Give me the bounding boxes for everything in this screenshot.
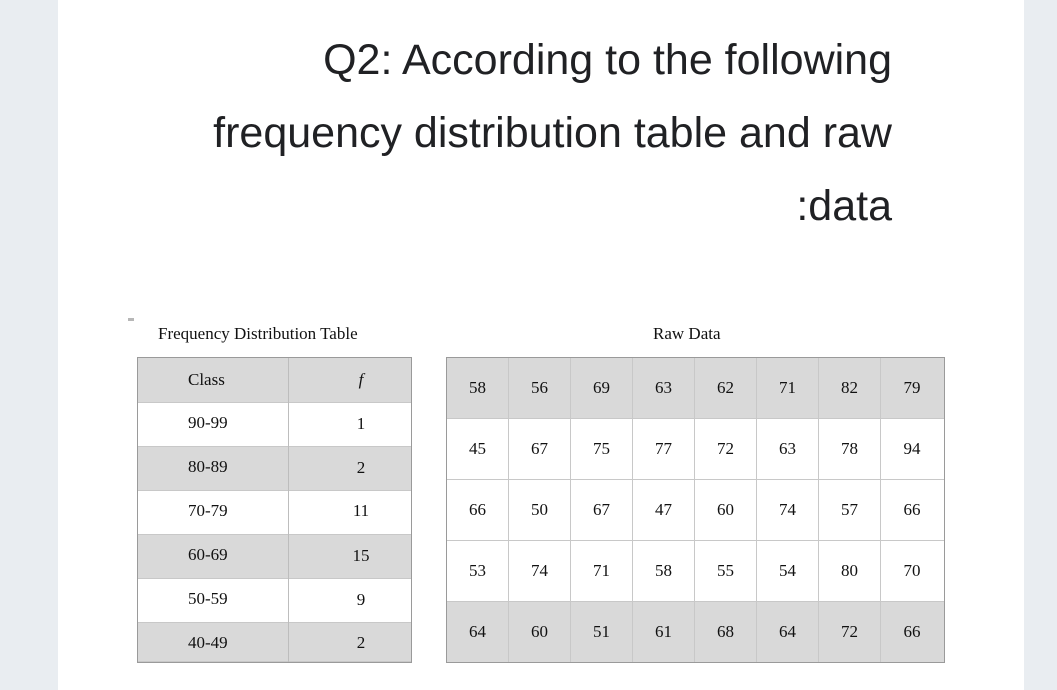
raw-value: 82: [819, 358, 881, 418]
raw-value: 63: [633, 358, 695, 418]
raw-value: 67: [571, 480, 633, 540]
raw-value: 77: [633, 419, 695, 479]
class-header: Class: [188, 370, 225, 389]
table-header-row: [138, 358, 411, 403]
column-divider: [288, 358, 289, 662]
raw-value: 72: [695, 419, 757, 479]
raw-value: 80: [819, 541, 881, 601]
table-row: [447, 480, 944, 541]
frequency-value: 1: [356, 414, 366, 433]
frequency-table-title: Frequency Distribution Table: [158, 324, 358, 343]
frequency-value: 15: [352, 546, 370, 565]
frequency-value: 2: [356, 633, 366, 652]
raw-value: 60: [695, 480, 757, 540]
table-row: [138, 491, 411, 535]
raw-value: 50: [509, 480, 571, 540]
raw-value: 62: [695, 358, 757, 418]
raw-value: 66: [447, 480, 509, 540]
frequency-value: 9: [356, 590, 366, 609]
frequency-header: f: [358, 370, 364, 389]
question-text: [100, 24, 892, 243]
raw-value: 78: [819, 419, 881, 479]
frequency-value: 2: [356, 458, 366, 477]
class-interval: 60-69: [188, 545, 228, 564]
raw-value: 94: [903, 439, 921, 458]
raw-value: 51: [571, 602, 633, 662]
table-row: [447, 419, 944, 480]
raw-value: 75: [571, 419, 633, 479]
class-interval: 80-89: [188, 457, 228, 476]
class-interval: 70-79: [188, 501, 228, 520]
raw-value: 53: [447, 541, 509, 601]
raw-value: 60: [509, 602, 571, 662]
raw-value: 58: [447, 358, 509, 418]
table-row: [138, 447, 411, 491]
raw-value: 61: [633, 602, 695, 662]
question-line: Q2: According to the following: [323, 36, 892, 84]
raw-value: 58: [633, 541, 695, 601]
raw-value: 68: [695, 602, 757, 662]
raw-value: 66: [903, 622, 921, 641]
raw-value: 45: [447, 419, 509, 479]
table-row: [138, 535, 411, 579]
frequency-value: 11: [352, 501, 370, 520]
table-row: [138, 623, 411, 662]
raw-value: 55: [695, 541, 757, 601]
raw-value: 79: [903, 378, 921, 397]
raw-value: 74: [757, 480, 819, 540]
raw-value: 71: [757, 358, 819, 418]
raw-value: 66: [903, 500, 921, 519]
raw-value: 54: [757, 541, 819, 601]
question-line: :data: [796, 182, 892, 230]
raw-value: 64: [757, 602, 819, 662]
frequency-distribution-table: [137, 357, 412, 663]
class-interval: 40-49: [188, 633, 228, 652]
table-row: [138, 579, 411, 623]
raw-value: 57: [819, 480, 881, 540]
raw-value: 56: [509, 358, 571, 418]
raw-value: 70: [903, 561, 921, 580]
raw-value: 67: [509, 419, 571, 479]
table-row: [138, 403, 411, 447]
table-row: [447, 602, 944, 662]
raw-value: 69: [571, 358, 633, 418]
table-row: [447, 541, 944, 602]
class-interval: 50-59: [188, 589, 228, 608]
table-row: [447, 358, 944, 419]
class-interval: 90-99: [188, 413, 228, 432]
question-line: frequency distribution table and raw: [213, 109, 892, 157]
raw-value: 71: [571, 541, 633, 601]
raw-value: 63: [757, 419, 819, 479]
image-marker: [128, 318, 134, 321]
raw-value: 74: [509, 541, 571, 601]
raw-value: 64: [447, 602, 509, 662]
raw-data-title: Raw Data: [653, 324, 721, 343]
raw-value: 72: [819, 602, 881, 662]
raw-data-table: [446, 357, 945, 663]
raw-value: 47: [633, 480, 695, 540]
